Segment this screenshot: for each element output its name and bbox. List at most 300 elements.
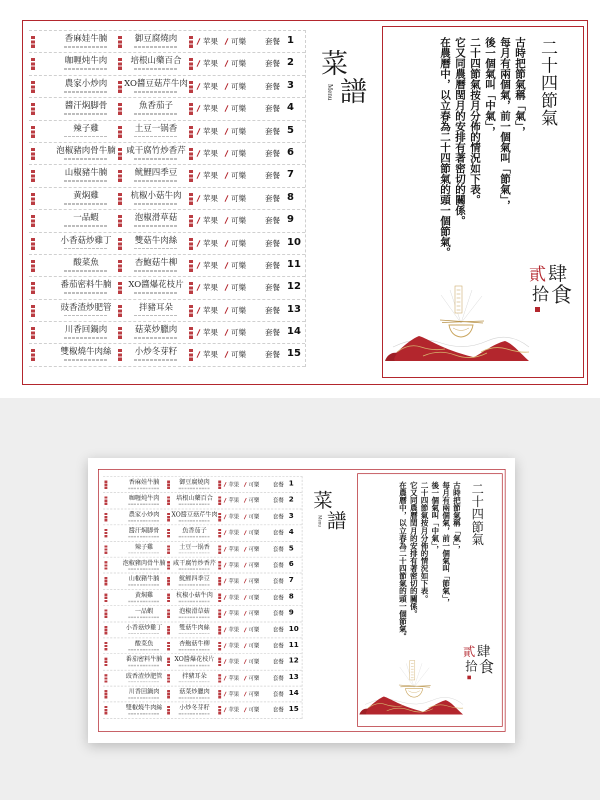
drink-option: 苹果	[203, 126, 218, 136]
dish-name: 酸菜魚	[134, 640, 154, 648]
drink-option: 可樂	[231, 81, 246, 91]
set-number: 7	[288, 576, 294, 585]
category-tag	[189, 215, 193, 227]
dish-description-line	[64, 136, 108, 138]
dish-name: 番茄密料牛腩	[125, 656, 163, 664]
category-tag	[189, 103, 193, 115]
drink-mark-icon	[197, 38, 201, 45]
set-label: 套餐	[265, 193, 280, 203]
set-number: 6	[288, 560, 294, 569]
drink-mark-icon	[224, 514, 227, 519]
dish-name: 辣子雞	[134, 543, 154, 551]
drink-option: 可樂	[231, 260, 246, 270]
dish-name: XO醬爆花枝片	[174, 656, 215, 664]
drink-mark-icon	[197, 195, 201, 202]
solar-terms-column: 後一個氣叫「中氣」，	[430, 481, 440, 554]
category-tag	[218, 497, 221, 506]
solar-terms-text	[437, 37, 527, 277]
set-label: 套餐	[272, 642, 284, 649]
brand-logo-char: 貳	[463, 645, 476, 660]
set-number: 14	[288, 689, 299, 698]
main-dish	[51, 98, 121, 119]
dish-name: 杭椒小菇牛肉	[176, 591, 213, 600]
category-tag	[218, 706, 221, 715]
category-tag	[31, 349, 35, 361]
dish-name: 御豆腐燒肉	[134, 34, 178, 44]
mountain-bowl-illustration	[358, 657, 466, 722]
drink-option: 苹果	[203, 148, 218, 158]
drink-option: 苹果	[228, 706, 240, 714]
dish-name: 咖喱炖牛肉	[128, 495, 160, 503]
set-number: 6	[287, 146, 294, 158]
category-tag	[218, 545, 221, 554]
menu-heading-char: 譜	[340, 77, 367, 108]
main-dish	[51, 322, 121, 343]
dish-description-line	[179, 617, 211, 618]
drink-option: 苹果	[228, 658, 240, 666]
solar-terms-column: 後一個氣叫「中氣」，	[484, 37, 496, 137]
set-number: 5	[288, 544, 294, 553]
set-number: 13	[288, 673, 299, 682]
drink-option: 可樂	[231, 59, 246, 69]
red-mountain-shape	[361, 697, 423, 715]
set-label: 套餐	[272, 481, 284, 488]
main-dish	[51, 210, 121, 231]
category-tag	[31, 238, 35, 250]
drink-option: 可樂	[248, 577, 260, 585]
drink-mark-icon	[225, 105, 229, 112]
dish-description-line	[134, 136, 178, 138]
main-dish	[51, 255, 121, 276]
dish-name: 小炒冬芽籽	[179, 704, 210, 712]
dish-name: XO醬爆花枝片	[128, 280, 184, 291]
brand-logo-char: 肆	[476, 643, 491, 660]
drink-option: 苹果	[203, 350, 218, 360]
set-number: 1	[288, 479, 294, 488]
menu-heading-char: 菜	[313, 489, 333, 513]
drink-option: 可樂	[248, 561, 260, 569]
drink-option: 可樂	[231, 283, 246, 293]
solar-terms-panel	[382, 26, 584, 378]
main-dish	[51, 143, 121, 164]
set-label: 套餐	[265, 238, 280, 248]
drink-mark-icon	[244, 643, 247, 648]
category-tag	[189, 238, 193, 250]
dish-name: 泡椒豬肉骨牛腩	[122, 559, 166, 567]
side-dish	[169, 558, 219, 573]
main-dish	[119, 590, 169, 605]
dish-name: 黄焖雞	[73, 190, 99, 201]
dish-description-line	[179, 633, 211, 634]
dish-description-line	[128, 633, 160, 634]
side-dish	[121, 233, 191, 254]
drink-mark-icon	[197, 172, 201, 179]
dish-name: 鱿鯉四季豆	[134, 168, 178, 179]
menu-spread-mockup	[98, 469, 506, 732]
dish-description-line	[134, 315, 178, 317]
solar-terms-column: 古時把節氣稱「氣」，	[452, 481, 461, 554]
dish-description-line	[64, 91, 108, 93]
drink-mark-icon	[224, 611, 227, 616]
set-menu-row	[103, 654, 302, 670]
brand-logo-char: 肆	[548, 263, 568, 285]
dish-description-line	[128, 568, 160, 569]
drink-mark-icon	[224, 498, 227, 503]
drink-option: 苹果	[203, 37, 218, 46]
set-label: 套餐	[272, 610, 284, 617]
dish-name: 培根山藥百合	[130, 56, 182, 67]
category-tag	[104, 642, 107, 651]
dish-description-line	[179, 697, 211, 698]
dish-description-line	[179, 504, 211, 505]
category-tag	[104, 658, 107, 667]
category-tag	[104, 706, 107, 715]
set-label: 套餐	[272, 594, 284, 601]
drink-mark-icon	[225, 240, 229, 247]
dish-name: 杏鮑菇牛柳	[179, 640, 210, 648]
category-tag	[104, 529, 107, 538]
red-mountain-shape	[467, 341, 529, 361]
dish-description-line	[179, 536, 211, 537]
drink-mark-icon	[225, 150, 229, 157]
dish-name: 鱿鯉四季豆	[179, 575, 210, 584]
set-label: 套餐	[265, 148, 280, 158]
dish-description-line	[128, 649, 160, 650]
side-dish	[121, 53, 191, 74]
drink-option: 苹果	[228, 481, 240, 488]
drink-option: 苹果	[228, 529, 240, 537]
dish-description-line	[64, 359, 108, 361]
drink-option: 苹果	[203, 81, 218, 91]
category-tag	[31, 126, 35, 138]
drink-mark-icon	[225, 284, 229, 291]
dish-description-line	[134, 180, 178, 182]
set-menu-row	[29, 31, 305, 53]
side-dish	[121, 300, 191, 321]
drink-mark-icon	[244, 563, 247, 568]
category-tag	[31, 170, 35, 182]
dish-description-line	[128, 552, 160, 553]
drink-mark-icon	[244, 498, 247, 503]
drink-option: 苹果	[203, 260, 218, 270]
main-dish	[51, 300, 121, 321]
category-tag	[218, 626, 221, 635]
drink-mark-icon	[225, 61, 229, 68]
mountain-bowl-illustration	[383, 281, 533, 371]
set-label: 套餐	[265, 37, 280, 46]
set-number: 3	[288, 512, 294, 520]
solar-terms-title: 二十四節氣	[537, 39, 557, 127]
drink-mark-icon	[244, 482, 247, 487]
side-dish	[169, 574, 219, 589]
category-tag	[31, 81, 35, 93]
category-tag	[189, 81, 193, 93]
set-menu-row	[103, 703, 302, 719]
solar-terms-column: 它又同農曆閏月的安排有著密切的關係。	[409, 481, 418, 618]
side-dish	[121, 255, 191, 276]
category-tag	[218, 481, 221, 490]
drink-option: 可樂	[231, 193, 246, 203]
dish-description-line	[179, 520, 211, 521]
side-dish	[169, 493, 219, 508]
main-dish	[51, 344, 121, 365]
menu-heading-english: Menu	[326, 84, 334, 101]
dish-name: 雙菇牛肉絲	[179, 624, 210, 632]
solar-terms-column: 每月有兩個氣，前一個氣叫「節氣」，	[499, 37, 511, 211]
set-menu-row	[29, 344, 305, 366]
dish-description-line	[134, 337, 178, 339]
set-number: 1	[287, 35, 294, 46]
side-dish	[169, 703, 219, 718]
dish-description-line	[179, 665, 211, 666]
set-menu-row	[29, 98, 305, 120]
dish-name: 咸干腐竹炒香芹	[173, 559, 216, 567]
dish-name: 辣子雞	[73, 123, 99, 134]
dish-description-line	[134, 68, 178, 70]
side-dish	[169, 622, 219, 637]
dish-description-line	[64, 68, 108, 70]
set-menu-row	[103, 638, 302, 654]
set-number: 11	[287, 258, 301, 270]
dish-name: XO醬豆菇芹牛肉	[124, 78, 188, 89]
main-dish	[119, 541, 169, 556]
set-menu-row	[29, 322, 305, 344]
drink-mark-icon	[197, 262, 201, 269]
drink-option: 可樂	[231, 171, 246, 181]
drink-mark-icon	[224, 595, 227, 600]
category-tag	[31, 103, 35, 115]
main-dish	[51, 121, 121, 142]
category-tag	[218, 529, 221, 538]
set-number: 2	[288, 495, 294, 504]
set-label: 套餐	[265, 126, 280, 136]
set-label: 套餐	[272, 529, 284, 537]
solar-terms-title: 二十四節氣	[468, 482, 484, 546]
set-number: 9	[287, 214, 294, 226]
dish-description-line	[134, 359, 178, 361]
drink-mark-icon	[244, 547, 247, 552]
brand-logo-char: 拾	[532, 285, 549, 305]
dish-description-line	[128, 601, 160, 602]
set-menu-row	[29, 233, 305, 255]
set-number: 8	[287, 191, 294, 203]
category-tag	[31, 282, 35, 294]
set-menu-row	[103, 622, 302, 638]
set-menu-row	[103, 525, 302, 541]
set-number: 9	[288, 608, 294, 617]
category-tag	[218, 561, 221, 570]
set-number: 4	[287, 102, 294, 114]
category-tag	[104, 545, 107, 554]
drink-mark-icon	[197, 61, 201, 68]
drink-option: 可樂	[248, 497, 260, 504]
dish-name: 雙菇牛肉絲	[134, 235, 178, 246]
set-label: 套餐	[272, 674, 284, 682]
drink-option: 苹果	[228, 513, 240, 520]
main-dish	[119, 686, 169, 701]
dish-description-line	[179, 552, 211, 553]
dish-name: 小香菇炒雞丁	[60, 235, 112, 246]
drink-option: 可樂	[248, 658, 260, 666]
set-label: 套餐	[272, 497, 284, 504]
drink-mark-icon	[225, 195, 229, 202]
drink-option: 可樂	[248, 610, 260, 617]
drink-mark-icon	[224, 482, 227, 487]
dish-name: 雙椒燒牛肉絲	[60, 347, 112, 358]
dish-description-line	[64, 225, 108, 227]
main-dish	[119, 477, 169, 492]
brand-logo-char: 食	[551, 283, 572, 307]
category-tag	[31, 58, 35, 70]
dish-description-line	[64, 292, 108, 294]
set-menu-row	[103, 493, 302, 509]
dish-name: 酸菜魚	[73, 257, 99, 268]
drink-mark-icon	[197, 217, 201, 224]
drink-mark-icon	[225, 217, 229, 224]
dish-name: 黄焖雞	[134, 591, 154, 600]
set-number: 12	[288, 657, 299, 666]
brand-logo-char: 拾	[465, 659, 478, 675]
dish-description-line	[64, 158, 108, 160]
category-tag	[31, 148, 35, 160]
side-dish	[121, 277, 191, 298]
category-tag	[189, 282, 193, 294]
dish-name: 杏鮑菇牛柳	[134, 257, 178, 268]
drink-option: 可樂	[231, 328, 246, 338]
drink-mark-icon	[244, 579, 247, 584]
set-menu-list	[29, 30, 306, 367]
set-label: 套餐	[265, 260, 280, 270]
bowl-icon	[405, 689, 422, 698]
category-tag	[218, 690, 221, 699]
drink-option: 苹果	[203, 328, 218, 338]
set-number: 8	[288, 592, 294, 601]
category-tag	[189, 36, 193, 48]
set-menu-row	[103, 541, 302, 557]
drink-option: 苹果	[203, 305, 218, 315]
dish-description-line	[179, 681, 211, 682]
drink-mark-icon	[224, 643, 227, 648]
set-label: 套餐	[265, 350, 280, 360]
set-menu-row	[29, 188, 305, 210]
category-tag	[104, 593, 107, 602]
red-mountain-shape	[418, 700, 463, 714]
drink-option: 苹果	[228, 626, 240, 633]
drink-mark-icon	[225, 329, 229, 336]
drink-option: 可樂	[248, 626, 260, 633]
set-label: 套餐	[265, 171, 280, 181]
set-label: 套餐	[272, 545, 284, 553]
drink-option: 可樂	[248, 642, 260, 649]
drink-option: 可樂	[248, 674, 260, 682]
drink-mark-icon	[225, 83, 229, 90]
dish-name: 拌豬耳朵	[138, 302, 173, 313]
set-number: 14	[287, 326, 301, 338]
flat-menu-view	[0, 0, 600, 398]
side-dish	[121, 165, 191, 186]
drink-option: 可樂	[248, 529, 260, 537]
dish-name: 菇菜炒臘肉	[179, 688, 210, 696]
set-number: 12	[287, 281, 301, 293]
dish-name: 醬汗焖脚骨	[128, 527, 160, 535]
set-label: 套餐	[265, 59, 280, 69]
brand-logo	[529, 263, 581, 313]
drink-option: 苹果	[228, 674, 240, 682]
dish-description-line	[64, 203, 108, 205]
side-dish	[169, 590, 219, 605]
drink-option: 苹果	[228, 577, 240, 585]
dish-name: 川香回鍋肉	[64, 325, 108, 336]
drink-option: 苹果	[203, 216, 218, 226]
side-dish	[121, 210, 191, 231]
drink-mark-icon	[244, 675, 247, 680]
menu-heading-char: 菜	[321, 49, 348, 80]
drink-mark-icon	[197, 329, 201, 336]
main-dish	[51, 188, 121, 209]
solar-terms-column: 古時把節氣稱「氣」，	[514, 37, 526, 137]
dish-name: 小炒冬芽籽	[134, 347, 178, 358]
set-label: 套餐	[265, 81, 280, 91]
category-tag	[31, 193, 35, 205]
side-dish	[169, 638, 219, 653]
dish-description-line	[134, 270, 178, 272]
drink-mark-icon	[224, 530, 227, 535]
set-menu-row	[29, 210, 305, 232]
dish-description-line	[134, 248, 178, 250]
dish-name: 豉香渣炒肥管	[60, 302, 112, 313]
side-dish	[169, 606, 219, 621]
dish-name: 川香回鍋肉	[128, 688, 160, 696]
side-dish	[169, 477, 219, 492]
category-tag	[31, 36, 35, 48]
dish-name: 御豆腐燒肉	[179, 479, 210, 487]
solar-terms-column: 每月有兩個氣，前一個氣叫「節氣」，	[441, 481, 451, 606]
solar-terms-column: 二十四節氣按月分佈的情況如下表。	[419, 481, 429, 603]
set-menu-row	[29, 255, 305, 277]
dish-name: 農家小炒肉	[128, 511, 160, 519]
set-label: 套餐	[272, 658, 284, 666]
side-dish	[121, 31, 191, 52]
dish-name: 山椒豬牛腩	[128, 575, 160, 584]
dish-description-line	[128, 520, 160, 521]
drink-mark-icon	[224, 547, 227, 552]
category-tag	[218, 658, 221, 667]
drink-option: 苹果	[228, 545, 240, 553]
set-menu-row	[29, 76, 305, 98]
dish-name: 豉香渣炒肥管	[125, 672, 163, 680]
drink-mark-icon	[197, 240, 201, 247]
dish-description-line	[64, 248, 108, 250]
dish-description-line	[128, 617, 160, 618]
main-dish	[119, 558, 169, 573]
dish-description-line	[64, 113, 108, 115]
dish-name: 香麻娃牛腩	[64, 34, 108, 44]
drink-mark-icon	[225, 262, 229, 269]
side-dish	[121, 76, 191, 97]
dish-description-line	[64, 337, 108, 339]
side-dish	[169, 670, 219, 685]
dish-description-line	[128, 681, 160, 682]
category-tag	[104, 674, 107, 683]
drink-mark-icon	[244, 708, 247, 713]
drink-option: 可樂	[231, 305, 246, 315]
main-dish	[119, 654, 169, 669]
set-number: 4	[288, 528, 294, 537]
main-dish	[119, 509, 169, 524]
set-number: 2	[287, 57, 294, 69]
drink-option: 可樂	[248, 545, 260, 553]
dish-name: 土豆一锅香	[134, 123, 178, 134]
